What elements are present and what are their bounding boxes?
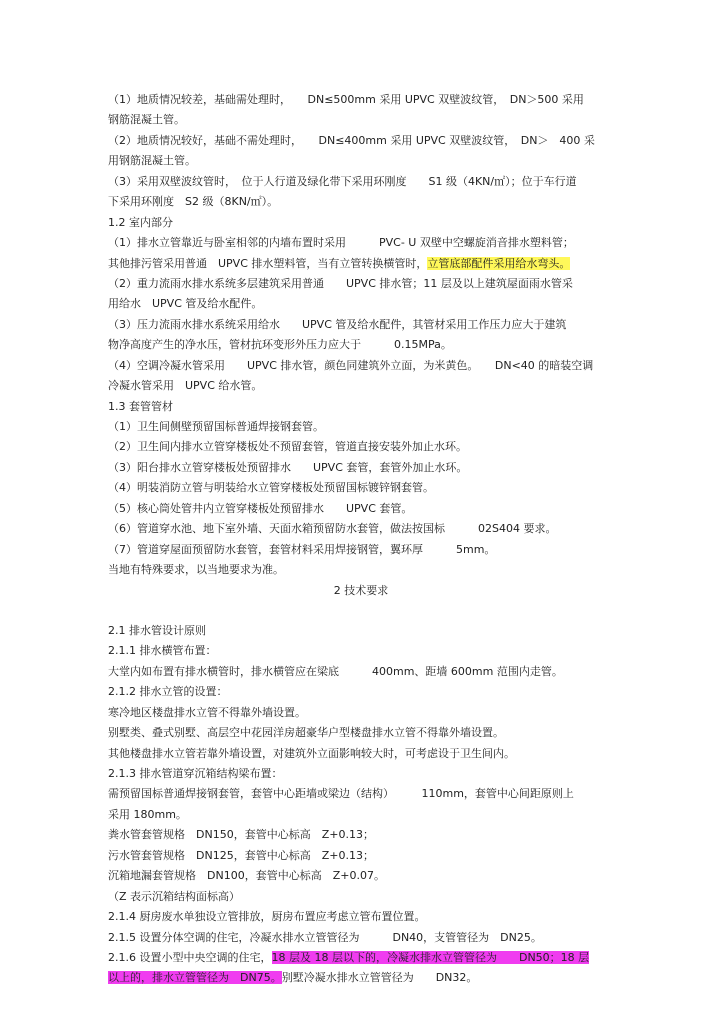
text-line: （1）排水立管靠近与卧室相邻的内墙布置时采用 PVC- U 双壁中空螺旋消音排水塑料管； (108, 236, 574, 250)
section-heading: 1.2 室内部分 (108, 215, 173, 229)
text-line: 别墅类、叠式别墅、高层空中花园洋房超豪华户型楼盘排水立管不得靠外墙设置。 (108, 726, 504, 740)
text-line: （4）空调冷凝水管采用 UPVC 排水管，颜色同建筑外立面，为米黄色。 DN<40 的暗装空调 (108, 358, 594, 372)
text-line (108, 968, 614, 988)
text-line: （Z 表示沉箱结构面标高） (108, 889, 241, 903)
text-line: 下采用环刚度 S2 级（8KN/㎡）。 (108, 195, 279, 209)
text-line: 需预留国标普通焊接钢套管，套管中心距墙或梁边（结构） 110mm，套管中心间距原则上 (108, 787, 574, 801)
text-line: 2.1.4 厨房废水单独设立管排放，厨房布置应考虑立管布置位置。 (108, 910, 426, 924)
text-line: （4）明装消防立管与明装给水立管穿楼板处预留国标镀锌钢套管。 (108, 481, 434, 495)
text-segment: 其他排污管采用普通 UPVC 排水塑料管，当有立管转换横管时， (108, 256, 428, 270)
text-line: 冷凝水管采用 UPVC 给水管。 (108, 379, 263, 393)
text-segment: 2.1.6 设置小型中央空调的住宅， (108, 950, 272, 964)
highlighted-text: 立管底部配件采用给水弯头。 (427, 256, 571, 270)
text-line: （3）采用双壁波纹管时， 位于人行道及绿化带下采用环刚度 S1 级（4KN/㎡）；位于车行道 (108, 174, 577, 188)
text-line: 2.1.5 设置分体空调的住宅，冷凝水排水立管管径为 DN40，支管管径为 DN25。 (108, 930, 542, 944)
subsection-heading: 2.1.1 排水横管布置： (108, 644, 217, 658)
text-line: （2）地质情况较好，基础不需处理时， DN≤400mm 采用 UPVC 双壁波纹管， DN＞ 400 采 (108, 133, 595, 147)
text-line: （1）地质情况较差，基础需处理时， DN≤500mm 采用 UPVC 双壁波纹管， DN＞500 采用 (108, 93, 584, 106)
section-heading: 2.1 排水管设计原则 (108, 623, 206, 637)
text-line: （6）管道穿水池、地下室外墙、天面水箱预留防水套管，做法按国标 02S404 要求。 (108, 522, 557, 536)
text-line: 粪水管套管规格 DN150，套管中心标高 Z+0.13； (108, 828, 374, 842)
text-line: 大堂内如布置有排水横管时，排水横管应在梁底 400mm、距墙 600mm 范围内走管。 (108, 664, 563, 678)
text-line (108, 948, 614, 968)
document-page (108, 90, 614, 989)
highlighted-text: 以上的，排水立管管径为 DN75。 (108, 971, 282, 985)
text-line: （5）核心筒处管井内立管穿楼板处预留排水 UPVC 套管。 (108, 501, 413, 515)
text-line: （2）卫生间内排水立管穿楼板处不预留套管，管道直接安装外加止水环。 (108, 440, 467, 454)
text-line: 其他楼盘排水立管若靠外墙设置，对建筑外立面影响较大时，可考虑设于卫生间内。 (108, 746, 515, 760)
text-line: 当地有特殊要求，以当地要求为准。 (108, 563, 284, 577)
text-line: 物净高度产生的净水压，管材抗环变形外压力应大于 0.15MPa。 (108, 338, 452, 352)
blank-line (108, 601, 614, 621)
text-line: 污水管套管规格 DN125，套管中心标高 Z+0.13； (108, 848, 374, 862)
subsection-heading: 2.1.2 排水立管的设置： (108, 685, 228, 699)
text-line: 用钢筋混凝土管。 (108, 154, 196, 168)
text-line (108, 254, 614, 274)
subsection-heading: 2.1.3 排水管道穿沉箱结构梁布置： (108, 767, 283, 780)
text-line: 用给水 UPVC 管及给水配件。 (108, 297, 263, 311)
text-line: 沉箱地漏套管规格 DN100，套管中心标高 Z+0.07。 (108, 869, 385, 883)
section-heading: 1.3 套管管材 (108, 399, 173, 413)
text-line: （7）管道穿屋面预留防水套管，套管材料采用焊接钢管，翼环厚 5mm。 (108, 542, 496, 556)
text-line: 采用 180mm。 (108, 807, 187, 821)
text-line: （3）阳台排水立管穿楼板处预留排水 UPVC 套管，套管外加止水环。 (108, 460, 468, 474)
text-segment: 别墅冷凝水排水立管管径为 DN32。 (281, 971, 478, 985)
text-line: （1）卫生间侧壁预留国标普通焊接钢套管。 (108, 420, 324, 433)
text-line: 寒冷地区楼盘排水立管不得靠外墙设置。 (108, 705, 306, 719)
text-line: （2）重力流雨水排水系统多层建筑采用普通 UPVC 排水管；11 层及以上建筑屋面雨水管采 (108, 276, 573, 290)
highlighted-text: 18 层及 18 层以下的，冷凝水排水立管管径为 DN50；18 层 (271, 950, 590, 964)
text-line: （3）压力流雨水排水系统采用给水 UPVC 管及给水配件，其管材采用工作压力应大于建筑 (108, 317, 567, 331)
chapter-title: 2 技术要求 (333, 583, 389, 597)
text-line: 钢筋混凝土管。 (108, 113, 185, 127)
